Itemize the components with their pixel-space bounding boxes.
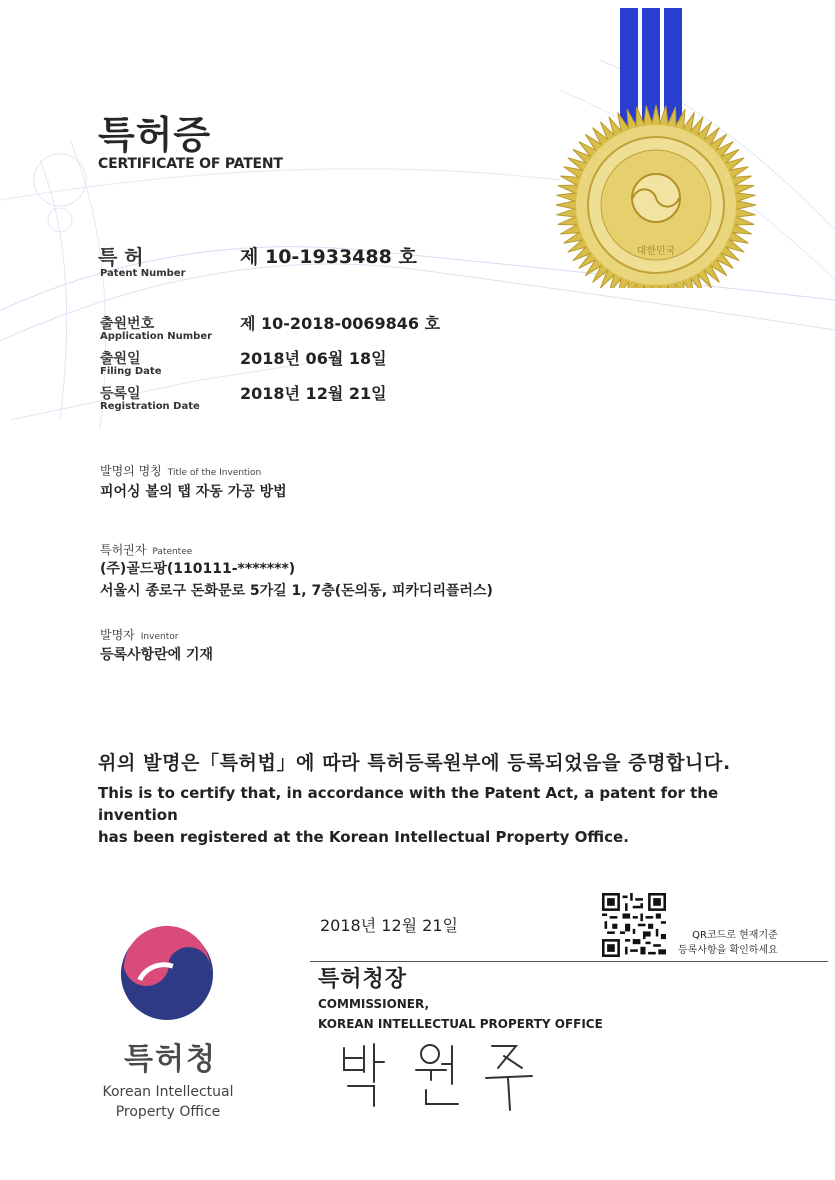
certificate-title-korean: 특허증: [98, 113, 212, 157]
kipo-logo-name-en-line2: Property Office: [115, 1104, 221, 1120]
inventor-value: 등록사항란에 기재: [100, 647, 214, 663]
registration-date-label-en: Registration Date: [100, 401, 200, 412]
qr-instructions-line2: 등록사항을 확인하세요: [678, 945, 778, 956]
certification-statement-ko: 위의 발명은「특허법」에 따라 특허등록원부에 등록되었음을 증명합니다.: [98, 752, 731, 774]
patentee-label-en: Patentee: [152, 547, 193, 557]
patent-number-label-ko: 특 허: [98, 245, 144, 269]
qr-instructions-line1: QR코드로 현재기준: [692, 930, 778, 941]
commissioner-signature: [330, 1034, 550, 1114]
commissioner-title-en-line2: KOREAN INTELLECTUAL PROPERTY OFFICE: [318, 1017, 603, 1031]
invention-title-value: 피어싱 볼의 탭 자동 가공 방법: [100, 484, 287, 500]
application-number-value: 제 10-2018-0069846 호: [240, 314, 441, 333]
kipo-logo-name-ko: 특허청: [124, 1042, 217, 1077]
certification-en-line1: This is to certify that, in accordance with the Patent Act, a patent for the invention: [98, 784, 719, 824]
invention-title-label: [100, 460, 261, 479]
patent-number-value: 제 10-1933488 호: [240, 246, 417, 268]
patent-number-label-en: Patent Number: [100, 268, 186, 279]
invention-title-label-en: Title of the Invention: [167, 468, 262, 478]
patentee-name: (주)골드팡(110111-*******): [100, 561, 296, 577]
issue-date: 2018년 12월 21일: [320, 916, 458, 935]
kipo-logo-emblem: [118, 925, 216, 1023]
inventor-label: [100, 624, 178, 643]
kipo-logo-name-en: [90, 1082, 246, 1122]
invention-title-label-ko: 발명의 명칭: [100, 464, 162, 478]
inventor-label-en: Inventor: [140, 632, 179, 642]
kipo-logo-name-en-line1: Korean Intellectual: [102, 1084, 234, 1100]
registration-date-value: 2018년 12월 21일: [240, 384, 387, 403]
patentee-address: 서울시 종로구 돈화문로 5가길 1, 7층(돈의동, 피카디리플러스): [100, 583, 493, 599]
certification-en-line2: has been registered at the Korean Intellectual Property Office.: [98, 828, 629, 846]
patentee-label-ko: 특허권자: [100, 543, 147, 557]
certificate-title-english: CERTIFICATE OF PATENT: [98, 156, 283, 172]
qr-instructions: [678, 928, 778, 958]
certification-statement-en: [98, 782, 798, 848]
inventor-label-ko: 발명자: [100, 628, 135, 642]
gold-seal-emblem: [553, 8, 763, 288]
filing-date-value: 2018년 06월 18일: [240, 349, 387, 368]
registration-date-label-ko: 등록일: [100, 386, 141, 402]
qr-code[interactable]: [602, 893, 666, 957]
filing-date-label-ko: 출원일: [100, 351, 141, 367]
commissioner-title-en: [318, 994, 603, 1034]
commissioner-title-en-line1: COMMISSIONER,: [318, 997, 430, 1011]
patentee-label: [100, 539, 192, 558]
svg-text:대한민국: 대한민국: [636, 246, 676, 257]
filing-date-label-en: Filing Date: [100, 366, 162, 377]
commissioner-title-ko: 특허청장: [318, 967, 408, 992]
application-number-label-en: Application Number: [100, 331, 213, 342]
application-number-label-ko: 출원번호: [100, 316, 155, 332]
